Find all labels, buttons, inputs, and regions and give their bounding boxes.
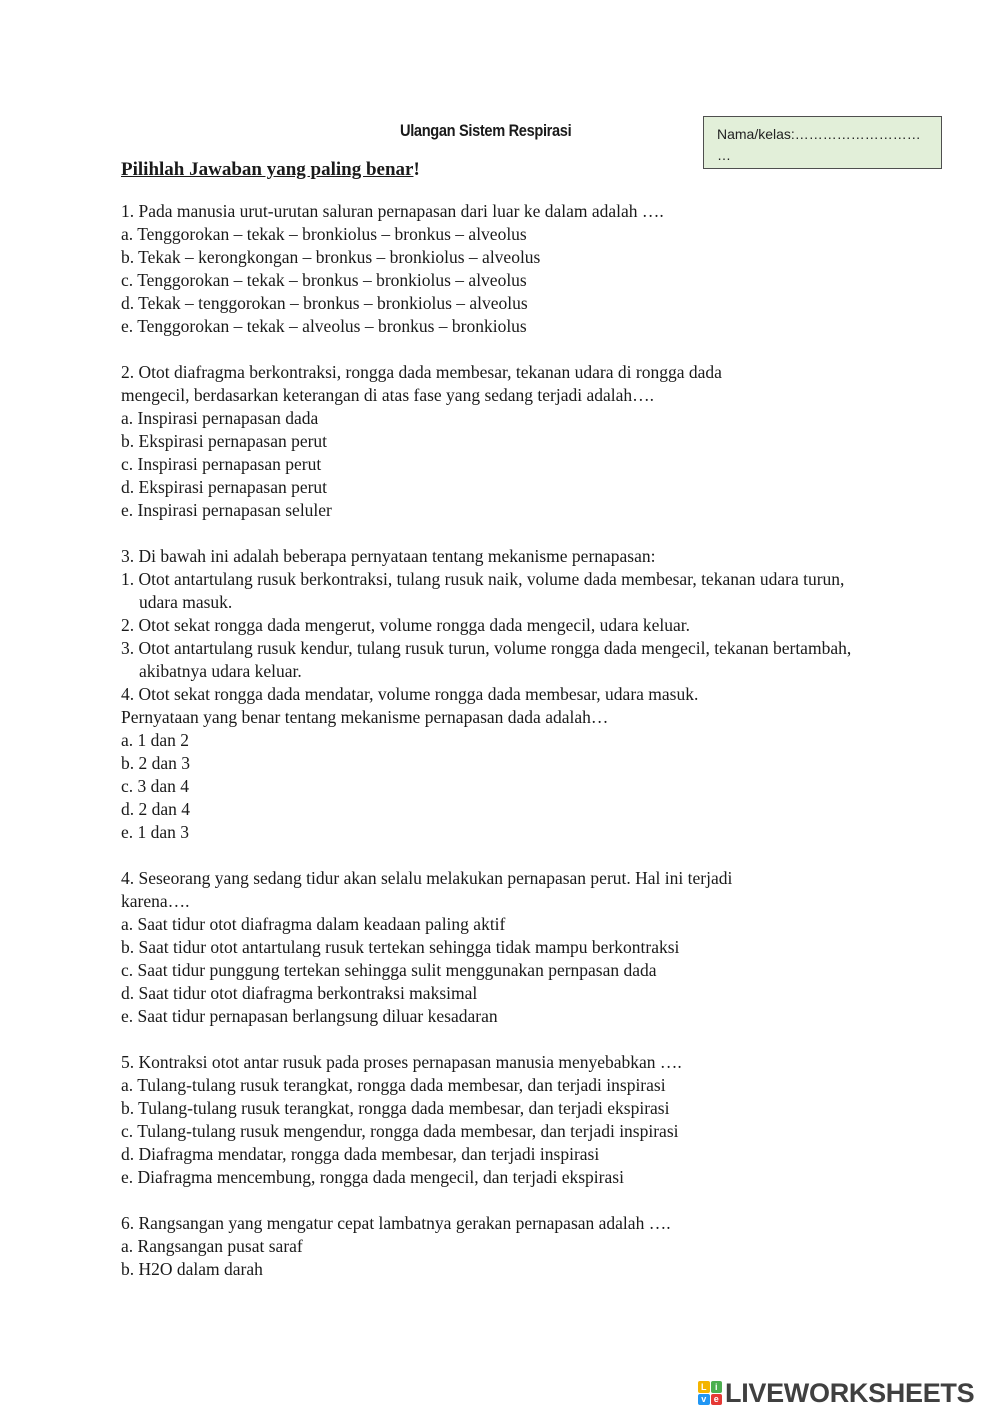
name-class-box[interactable] <box>703 116 942 169</box>
option-b: b. Tulang-tulang rusuk terangkat, rongga dada membesar, dan terjadi ekspirasi <box>121 1098 670 1118</box>
question-stem-continuation: mengecil, berdasarkan keterangan di atas fase yang sedang terjadi adalah…. <box>121 385 655 405</box>
question-stem: 4. Seseorang yang sedang tidur akan selalu melakukan pernapasan perut. Hal ini terjadi <box>121 868 733 888</box>
instruction <box>121 159 420 181</box>
question-5 <box>121 1051 881 1189</box>
option-d: d. 2 dan 4 <box>121 799 191 819</box>
option-a: a. Saat tidur otot diafragma dalam keadaan paling aktif <box>121 914 506 934</box>
question-stem: 6. Rangsangan yang mengatur cepat lambatnya gerakan pernapasan adalah …. <box>121 1213 671 1233</box>
option-a: a. 1 dan 2 <box>121 730 190 750</box>
option-e: e. Inspirasi pernapasan seluler <box>121 500 332 520</box>
option-d: d. Diafragma mendatar, rongga dada membesar, dan terjadi inspirasi <box>121 1144 600 1164</box>
question-prompt: Pernyataan yang benar tentang mekanisme pernapasan dada adalah… <box>121 707 609 727</box>
question-list <box>121 200 881 1304</box>
option-b: b. H2O dalam darah <box>121 1259 263 1279</box>
option-c: c. Tulang-tulang rusuk mengendur, rongga dada membesar, dan terjadi inspirasi <box>121 1121 679 1141</box>
statement-3: 3. Otot antartulang rusuk kendur, tulang rusuk turun, volume rongga dada mengecil, tekanan bertambah, akibatnya udara keluar. <box>121 638 852 681</box>
option-d: d. Saat tidur otot diafragma berkontraksi maksimal <box>121 983 478 1003</box>
option-c: c. Inspirasi pernapasan perut <box>121 454 322 474</box>
question-stem: 3. Di bawah ini adalah beberapa pernyataan tentang mekanisme pernapasan: <box>121 546 656 566</box>
option-a: a. Inspirasi pernapasan dada <box>121 408 319 428</box>
question-3 <box>121 545 881 844</box>
name-class-continuation: … <box>717 147 731 163</box>
question-stem: 2. Otot diafragma berkontraksi, rongga dada membesar, tekanan udara di rongga dada <box>121 362 722 382</box>
statement-4: 4. Otot sekat rongga dada mendatar, volume rongga dada membesar, udara masuk. <box>121 684 699 704</box>
question-stem-continuation: karena…. <box>121 891 190 911</box>
question-4 <box>121 867 881 1028</box>
statement-2: 2. Otot sekat rongga dada mengerut, volume rongga dada mengecil, udara keluar. <box>121 615 691 635</box>
option-e: e. Tenggorokan – tekak – alveolus – bronkus – bronkiolus <box>121 316 527 336</box>
option-b: b. Ekspirasi pernapasan perut <box>121 431 328 451</box>
question-2 <box>121 361 881 522</box>
question-stem: 5. Kontraksi otot antar rusuk pada proses pernapasan manusia menyebabkan …. <box>121 1052 682 1072</box>
worksheet-title: Ulangan Sistem Respirasi <box>400 121 572 140</box>
option-d: d. Tekak – tenggorokan – bronkus – bronkiolus – alveolus <box>121 293 528 313</box>
liveworksheets-logo <box>698 1377 974 1409</box>
option-b: b. Tekak – kerongkongan – bronkus – bronkiolus – alveolus <box>121 247 541 267</box>
option-c: c. Tenggorokan – tekak – bronkus – bronkiolus – alveolus <box>121 270 527 290</box>
option-a: a. Tulang-tulang rusuk terangkat, rongga dada membesar, dan terjadi inspirasi <box>121 1075 666 1095</box>
liveworksheets-logo-text: LIVEWORKSHEETS <box>725 1377 975 1408</box>
logo-tile-2: i <box>711 1381 723 1393</box>
logo-tile-1: L <box>698 1381 710 1393</box>
option-e: e. Diafragma mencembung, rongga dada mengecil, dan terjadi ekspirasi <box>121 1167 624 1187</box>
option-c: c. Saat tidur punggung tertekan sehingga sulit menggunakan pernpasan dada <box>121 960 657 980</box>
option-a: a. Rangsangan pusat saraf <box>121 1236 303 1256</box>
logo-tile-3: v <box>698 1394 710 1406</box>
name-class-label: Nama/kelas:……………………… <box>717 126 921 142</box>
liveworksheets-logo-icon <box>698 1381 722 1405</box>
option-c: c. 3 dan 4 <box>121 776 190 796</box>
question-6 <box>121 1212 881 1281</box>
option-a: a. Tenggorokan – tekak – bronkiolus – bronkus – alveolus <box>121 224 527 244</box>
instruction-text: Pilihlah Jawaban yang paling benar <box>121 159 414 180</box>
option-e: e. Saat tidur pernapasan berlangsung diluar kesadaran <box>121 1006 498 1026</box>
question-stem: 1. Pada manusia urut-urutan saluran pernapasan dari luar ke dalam adalah …. <box>121 201 664 221</box>
logo-tile-4: e <box>711 1394 723 1406</box>
option-b: b. 2 dan 3 <box>121 753 191 773</box>
question-1 <box>121 200 881 338</box>
option-e: e. 1 dan 3 <box>121 822 190 842</box>
option-d: d. Ekspirasi pernapasan perut <box>121 477 328 497</box>
statement-1: 1. Otot antartulang rusuk berkontraksi, tulang rusuk naik, volume dada membesar, tekanan udara turun, udara masuk. <box>121 569 845 612</box>
option-b: b. Saat tidur otot antartulang rusuk tertekan sehingga tidak mampu berkontraksi <box>121 937 680 957</box>
instruction-mark: ! <box>413 159 420 180</box>
